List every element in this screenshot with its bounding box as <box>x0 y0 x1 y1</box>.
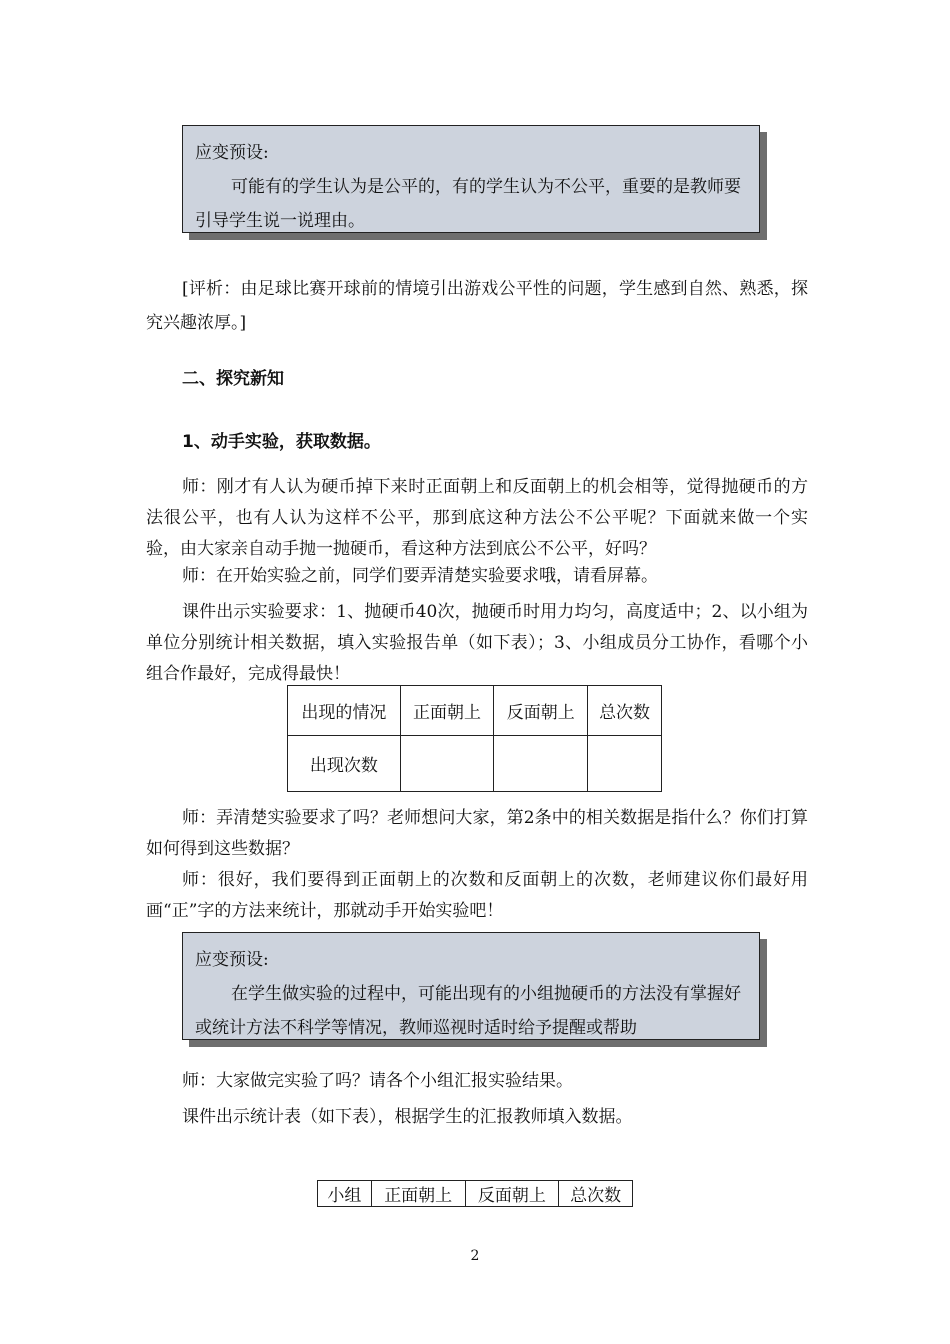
contingency-title: 应变预设: <box>195 950 269 970</box>
contingency-box-2 <box>182 932 760 1040</box>
table-header-cell: 正面朝上 <box>400 686 494 736</box>
table-cell <box>400 736 494 792</box>
contingency-title: 应变预设: <box>195 143 269 163</box>
table-row <box>318 1181 633 1207</box>
paragraph-teacher-3: 师：弄清楚实验要求了吗？老师想问大家，第2条中的相关数据是指什么？你们打算如何得到这些数据？ <box>146 808 808 859</box>
page-number: 2 <box>470 1248 480 1264</box>
section-heading: 二、探究新知 <box>182 369 284 389</box>
table-cell <box>494 736 588 792</box>
table-row <box>288 736 662 792</box>
table-header-cell: 正面朝上 <box>371 1181 465 1207</box>
table-cell <box>588 736 662 792</box>
contingency-box-1 <box>182 125 760 233</box>
paragraph-requirements: 课件出示实验要求：1、抛硬币40次，抛硬币时用力均匀，高度适中；2、以小组为单位分别统计相关数据，填入实验报告单（如下表）；3、小组成员分工协作，看哪个小组合作最好，完成得最快！ <box>146 602 808 684</box>
paragraph-teacher-4: 师：很好，我们要得到正面朝上的次数和反面朝上的次数，老师建议你们最好用画“正”字的方法来统计，那就动手开始实验吧！ <box>146 870 808 921</box>
statistics-table <box>317 1180 633 1207</box>
analysis-note: [评析：由足球比赛开球前的情境引出游戏公平性的问题，学生感到自然、熟悉，探究兴趣浓厚。] <box>146 279 808 333</box>
contingency-body: 可能有的学生认为是公平的，有的学生认为不公平，重要的是教师要引导学生说一说理由。 <box>195 177 741 231</box>
table-header-cell: 总次数 <box>559 1181 633 1207</box>
experiment-report-table <box>287 685 662 792</box>
subsection-heading: 1、动手实验，获取数据。 <box>182 432 381 452</box>
paragraph-teacher-1: 师：刚才有人认为硬币掉下来时正面朝上和反面朝上的机会相等，觉得抛硬币的方法很公平，也有人认为这样不公平，那到底这种方法公不公平呢？下面就来做一个实验，由大家亲自动手抛一抛硬币，看这种方法到底公不公平，好吗？ <box>146 477 808 559</box>
paragraph-teacher-2: 师：在开始实验之前，同学们要弄清楚实验要求哦，请看屏幕。 <box>182 566 658 586</box>
table-row-label: 出现次数 <box>288 736 401 792</box>
contingency-body: 在学生做实验的过程中，可能出现有的小组抛硬币的方法没有掌握好或统计方法不科学等情况，教师巡视时适时给予提醒或帮助 <box>195 984 741 1038</box>
table-header-cell: 小组 <box>318 1181 372 1207</box>
table-row <box>288 686 662 736</box>
table-header-cell: 出现的情况 <box>288 686 401 736</box>
table-header-cell: 反面朝上 <box>465 1181 559 1207</box>
table-header-cell: 总次数 <box>588 686 662 736</box>
paragraph-teacher-5: 师：大家做完实验了吗？请各个小组汇报实验结果。 <box>182 1071 573 1091</box>
paragraph-courseware: 课件出示统计表（如下表），根据学生的汇报教师填入数据。 <box>182 1107 633 1127</box>
table-header-cell: 反面朝上 <box>494 686 588 736</box>
